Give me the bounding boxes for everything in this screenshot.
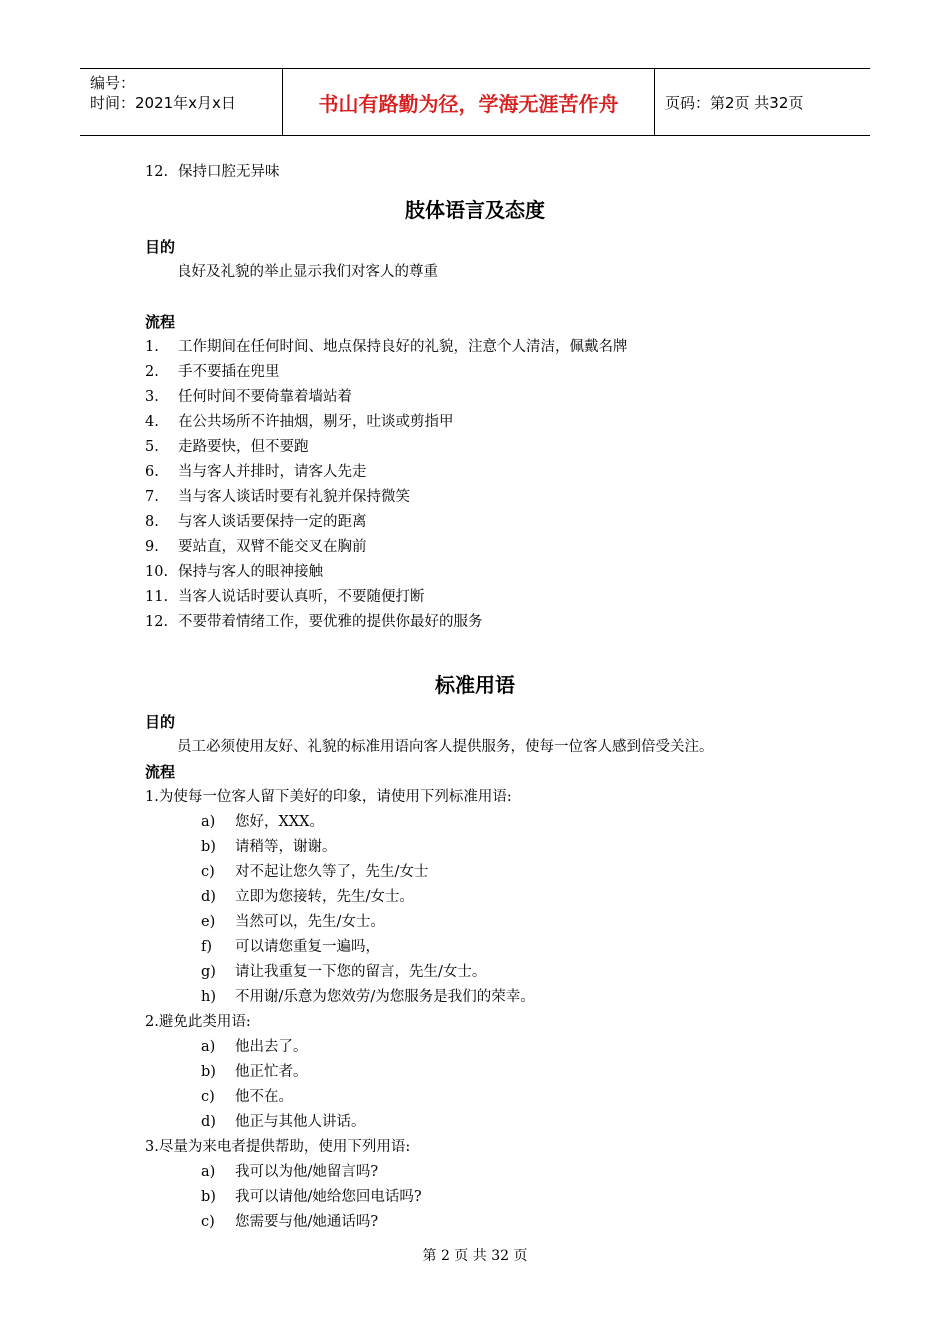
item-number: 3.	[145, 389, 159, 405]
page-footer: 第 2 页 共 32 页	[422, 1248, 528, 1264]
sub-list-item	[145, 985, 845, 1010]
purpose-text: 良好及礼貌的举止显示我们对客人的尊重	[177, 264, 438, 280]
item-text: 保持与客人的眼神接触	[178, 564, 323, 580]
item-text: 手不要插在兜里	[178, 364, 280, 380]
process-list	[145, 335, 845, 635]
item-text: 保持口腔无异味	[178, 164, 280, 180]
item-letter: c)	[201, 864, 215, 880]
sub-list-item	[145, 1035, 845, 1060]
item-letter: b)	[201, 839, 216, 855]
list-item	[145, 485, 845, 510]
item-text: 当与客人并排时，请客人先走	[178, 464, 367, 480]
page-header	[80, 68, 870, 136]
item-letter: d)	[201, 889, 216, 905]
list-item	[145, 385, 845, 410]
section-title-standard-phrases: 标准用语	[435, 673, 515, 697]
list-item	[145, 160, 845, 185]
item-number: 12.	[145, 614, 169, 630]
item-letter: a)	[201, 1164, 216, 1180]
item-text: 立即为您接转，先生/女士。	[235, 889, 414, 905]
sub-list-item	[145, 910, 845, 935]
item-text: 他正与其他人讲话。	[235, 1114, 366, 1130]
item-text: 对不起让您久等了，先生/女士	[235, 864, 429, 880]
item-number: 11.	[145, 589, 169, 605]
list-item	[145, 335, 845, 360]
purpose-label: 目的	[145, 238, 176, 256]
item-number: 5.	[145, 439, 159, 455]
document-number-label: 编号：	[90, 74, 136, 92]
sub-list	[145, 1160, 845, 1235]
list-item	[145, 360, 845, 385]
item-text: 请让我重复一下您的留言，先生/女士。	[235, 964, 487, 980]
item-text: 他正忙者。	[235, 1064, 308, 1080]
item-text: 我可以为他/她留言吗?	[235, 1164, 379, 1180]
item-number: 6.	[145, 464, 159, 480]
item-letter: c)	[201, 1089, 215, 1105]
sub-list-item	[145, 1185, 845, 1210]
list-item	[145, 610, 845, 635]
list-item	[145, 535, 845, 560]
sub-list	[145, 1035, 845, 1135]
item-text: 我可以请他/她给您回电话吗?	[235, 1189, 422, 1205]
group-heading: 3.尽量为来电者提供帮助，使用下列用语:	[145, 1139, 411, 1155]
sub-list-item	[145, 1160, 845, 1185]
list-item	[145, 560, 845, 585]
section-title-body-language: 肢体语言及态度	[405, 198, 545, 222]
item-text: 走路要快，但不要跑	[178, 439, 309, 455]
item-text: 他出去了。	[235, 1039, 308, 1055]
sub-list-item	[145, 810, 845, 835]
sub-list-item	[145, 1085, 845, 1110]
item-letter: h)	[201, 989, 216, 1005]
document-date: 时间：2021年x月x日	[90, 94, 236, 112]
group-heading: 2.避免此类用语:	[145, 1014, 251, 1030]
sub-list-item	[145, 860, 845, 885]
sub-list-item	[145, 885, 845, 910]
item-text: 不要带着情绪工作，要优雅的提供你最好的服务	[178, 614, 483, 630]
item-text: 当客人说话时要认真听，不要随便打断	[178, 589, 425, 605]
item-letter: c)	[201, 1214, 215, 1230]
list-item	[145, 410, 845, 435]
purpose-text: 员工必须使用友好、礼貌的标准用语向客人提供服务，使每一位客人感到倍受关注。	[177, 739, 714, 755]
sub-list-item	[145, 835, 845, 860]
item-text: 您需要与他/她通话吗?	[235, 1214, 379, 1230]
item-text: 在公共场所不许抽烟，剔牙，吐谈或剪指甲	[178, 414, 454, 430]
item-text: 要站直，双臂不能交叉在胸前	[178, 539, 367, 555]
sub-list-item	[145, 960, 845, 985]
item-letter: f)	[201, 939, 213, 955]
item-number: 12.	[145, 164, 169, 180]
item-letter: b)	[201, 1189, 216, 1205]
item-text: 任何时间不要倚靠着墙站着	[178, 389, 352, 405]
list-item	[145, 460, 845, 485]
item-number: 1.	[145, 339, 159, 355]
list-item	[145, 585, 845, 610]
header-meta	[80, 69, 283, 135]
group-heading: 1.为使每一位客人留下美好的印象，请使用下列标准用语:	[145, 789, 512, 805]
sub-list-item	[145, 1110, 845, 1135]
item-letter: d)	[201, 1114, 216, 1130]
item-number: 7.	[145, 489, 159, 505]
header-motto: 书山有路勤为径，学海无涯苦作舟	[283, 69, 655, 135]
item-letter: a)	[201, 1039, 216, 1055]
item-number: 9.	[145, 539, 159, 555]
item-letter: b)	[201, 1064, 216, 1080]
list-item	[145, 510, 845, 535]
item-letter: e)	[201, 914, 216, 930]
item-number: 10.	[145, 564, 169, 580]
item-text: 您好，XXX。	[235, 814, 324, 830]
header-page-info: 页码：第2页 共32页	[665, 93, 804, 112]
sub-list-item	[145, 1210, 845, 1235]
sub-list	[145, 810, 845, 1010]
purpose-label: 目的	[145, 713, 176, 731]
item-text: 可以请您重复一遍吗，	[235, 939, 380, 955]
item-letter: a)	[201, 814, 216, 830]
item-number: 8.	[145, 514, 159, 530]
sub-list-item	[145, 1060, 845, 1085]
process-label: 流程	[145, 313, 176, 331]
item-text: 当与客人谈话时要有礼貌并保持微笑	[178, 489, 410, 505]
item-text: 不用谢/乐意为您效劳/为您服务是我们的荣幸。	[235, 989, 535, 1005]
item-text: 他不在。	[235, 1089, 293, 1105]
sub-list-item	[145, 935, 845, 960]
document-body	[145, 160, 845, 1235]
item-text: 工作期间在任何时间、地点保持良好的礼貌，注意个人清洁，佩戴名牌	[178, 339, 628, 355]
item-letter: g)	[201, 964, 216, 980]
process-label: 流程	[145, 763, 176, 781]
item-text: 与客人谈话要保持一定的距离	[178, 514, 367, 530]
list-item	[145, 435, 845, 460]
item-text: 当然可以，先生/女士。	[235, 914, 385, 930]
item-text: 请稍等，谢谢。	[235, 839, 337, 855]
item-number: 2.	[145, 364, 159, 380]
item-number: 4.	[145, 414, 159, 430]
